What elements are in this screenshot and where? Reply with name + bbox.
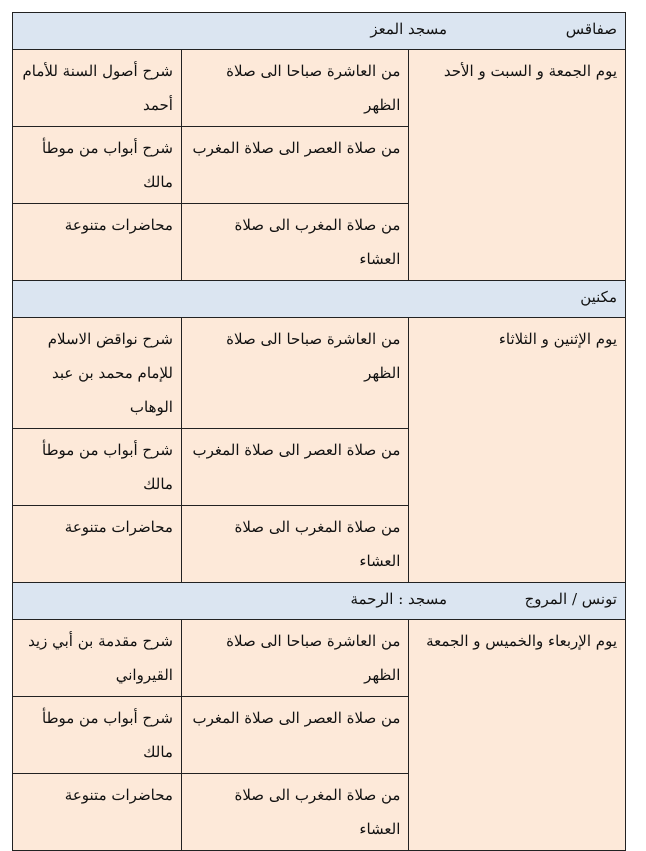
time-cell: من العاشرة صباحا الى صلاة الظهر [181, 318, 408, 429]
city-name: صفاقس [565, 20, 617, 38]
lesson-cell: محاضرات متنوعة [13, 506, 182, 583]
lesson-cell: محاضرات متنوعة [13, 774, 182, 851]
lesson-cell: شرح أبواب من موطأ مالك [13, 697, 182, 774]
lesson-line: شرح نواقض الاسلام للإمام [47, 330, 173, 382]
days-cell: يوم الجمعة و السبت و الأحد [409, 50, 626, 281]
city-header-row [13, 13, 626, 50]
time-cell: من صلاة المغرب الى صلاة العشاء [181, 204, 408, 281]
lesson-cell: شرح مقدمة بن أبي زيد القيرواني [13, 620, 182, 697]
city-header-cell [13, 13, 626, 50]
time-cell: من صلاة العصر الى صلاة المغرب [181, 127, 408, 204]
time-cell: من العاشرة صباحا الى صلاة الظهر [181, 620, 408, 697]
city-header-row [13, 281, 626, 318]
days-cell: يوم الإثنين و الثلاثاء [409, 318, 626, 583]
time-cell: من صلاة العصر الى صلاة المغرب [181, 697, 408, 774]
mosque-name: مسجد المعز [370, 20, 447, 38]
lesson-cell: شرح أبواب من موطأ مالك [13, 127, 182, 204]
lesson-line: محمد بن عبد الوهاب [52, 364, 173, 416]
city-header-cell [13, 583, 626, 620]
city-header-row [13, 583, 626, 620]
time-cell: من العاشرة صباحا الى صلاة الظهر [181, 50, 408, 127]
schedule-row [13, 620, 626, 697]
city-name: تونس / المروج [524, 590, 617, 608]
lesson-cell: شرح أصول السنة للأمام أحمد [13, 50, 182, 127]
time-cell: من صلاة العصر الى صلاة المغرب [181, 429, 408, 506]
schedule-row [13, 318, 626, 429]
time-cell: من صلاة المغرب الى صلاة العشاء [181, 774, 408, 851]
mosque-name: مسجد : الرحمة [350, 590, 447, 608]
days-cell: يوم الإربعاء والخميس و الجمعة [409, 620, 626, 851]
lesson-cell: شرح أبواب من موطأ مالك [13, 429, 182, 506]
lesson-cell: محاضرات متنوعة [13, 204, 182, 281]
lesson-cell [13, 318, 182, 429]
lesson-schedule-table [12, 12, 626, 851]
city-name: مكنين [580, 288, 617, 306]
schedule-row [13, 50, 626, 127]
time-cell: من صلاة المغرب الى صلاة العشاء [181, 506, 408, 583]
city-header-cell [13, 281, 626, 318]
